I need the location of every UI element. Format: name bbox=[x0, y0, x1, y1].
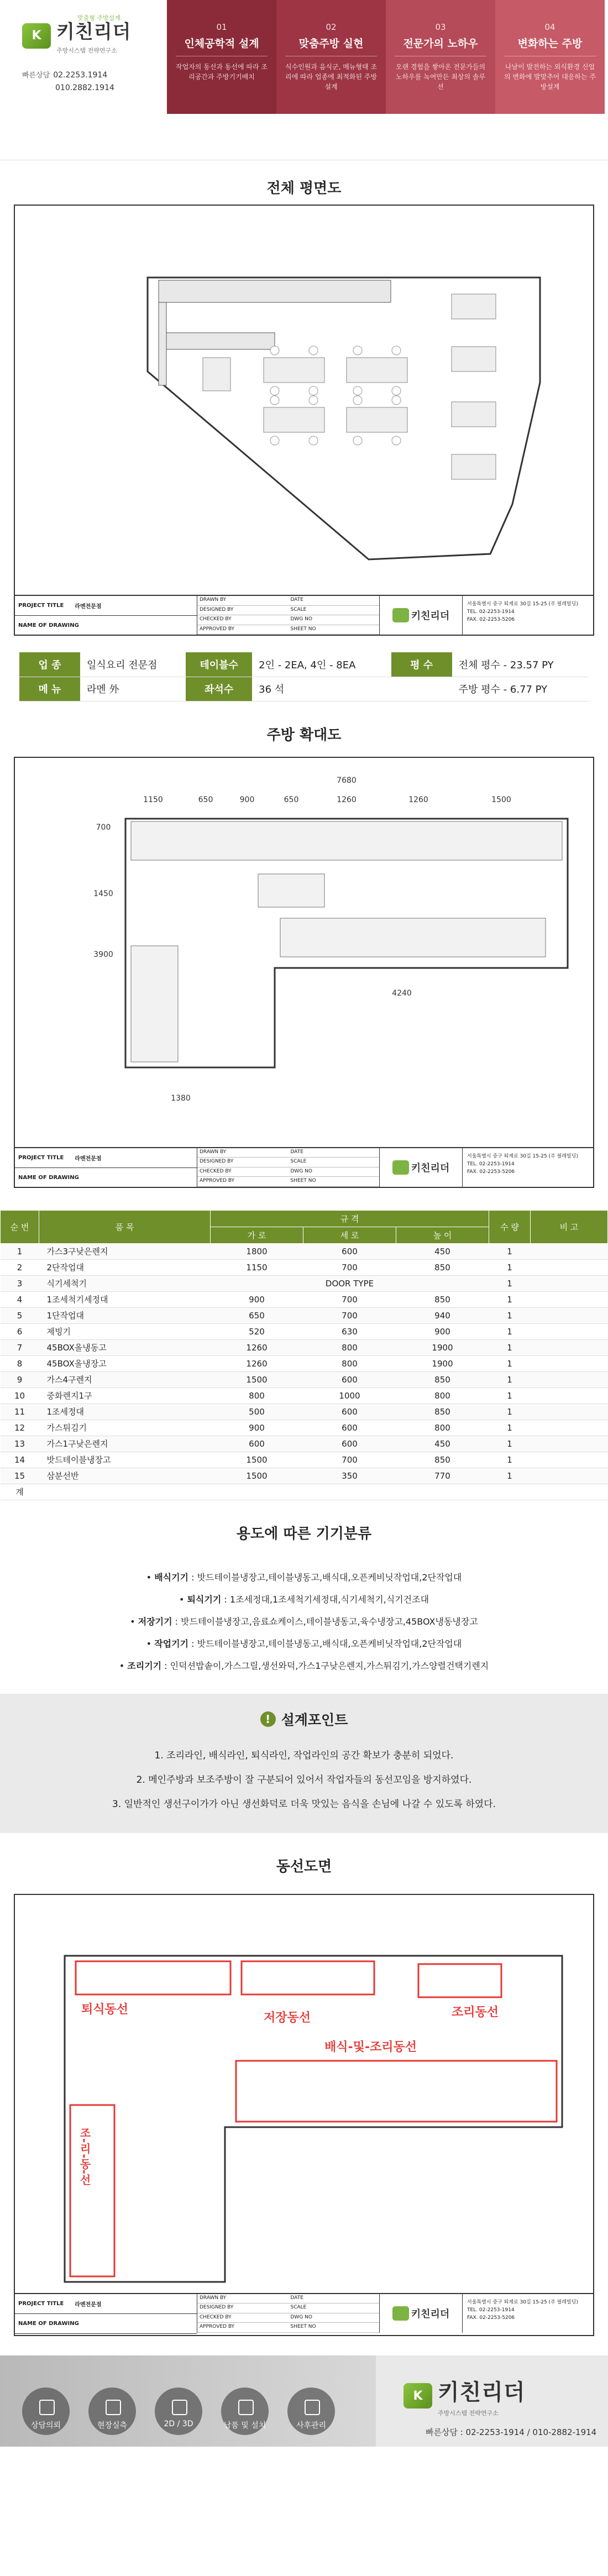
logo-icon bbox=[392, 608, 409, 622]
feature-num: 01 bbox=[216, 22, 227, 32]
kitchen-titleblock bbox=[15, 1147, 593, 1187]
feature-title: 변화하는 주방 bbox=[504, 35, 596, 56]
footer bbox=[0, 2355, 608, 2447]
cell-h: 940 bbox=[396, 1307, 489, 1323]
cell-qty: 1 bbox=[489, 1468, 531, 1484]
cell-d: 700 bbox=[303, 1259, 396, 1275]
tb-row: CHECKED BY bbox=[197, 1167, 289, 1177]
cell-note bbox=[531, 1436, 608, 1452]
cell-qty: 1 bbox=[489, 1404, 531, 1420]
cell-note bbox=[531, 1339, 608, 1355]
tb-fax: FAX. 02-2253-5206 bbox=[467, 617, 515, 622]
tb-row: SCALE bbox=[289, 2303, 380, 2313]
cell-w: 1500 bbox=[211, 1371, 303, 1388]
class-item: • 조리기기 : 인덕션밥솥이,가스그릴,생선와덕,가스1구낮은렌지,가스튀김기,가스양렬건택기렌지 bbox=[119, 1660, 489, 1671]
design-icon[interactable]: 2D / 3D bbox=[155, 2387, 202, 2435]
cell-name: 1조세척기세정대 bbox=[39, 1291, 211, 1307]
tb-row: DRAWN BY bbox=[197, 1148, 289, 1158]
class-label: 조리기기 bbox=[127, 1660, 162, 1671]
flow-label-serve: 배식-및-조리동선 bbox=[324, 2040, 417, 2054]
cell-name: 밧드테이블냉장고 bbox=[39, 1452, 211, 1468]
table-row bbox=[1, 1355, 608, 1371]
cell-d: 800 bbox=[303, 1339, 396, 1355]
flow-label-storage: 저장동선 bbox=[264, 2010, 311, 2025]
table-row bbox=[1, 1404, 608, 1420]
flow-label-cook: 조리동선 bbox=[452, 2005, 499, 2019]
class-items: 밧드테이블냉장고,음료쇼케이스,테이블냉동고,육수냉장고,45BOX냉동냉장고 bbox=[181, 1616, 478, 1627]
tb-row: DRAWN BY bbox=[197, 2294, 289, 2304]
cell-name: 1조세정대 bbox=[39, 1404, 211, 1420]
tb-logo-text: 키친리더 bbox=[411, 1162, 450, 1174]
point-item: 3. 일반적인 생선구이가가 아닌 생선화덕로 더욱 맛있는 음식을 손님에 나갈 수 있도록 하였다. bbox=[112, 1798, 496, 1810]
table-row bbox=[1, 1420, 608, 1436]
info-value: 라멘 外 bbox=[80, 677, 186, 701]
feature-desc: 식수인원과 음식군, 메뉴형태 조리에 따라 업종에 최적화된 주방설계 bbox=[285, 63, 377, 91]
cell-w: 800 bbox=[211, 1388, 303, 1404]
class-label: 저장기기 bbox=[138, 1616, 172, 1627]
info-value: 전체 평수 - 23.57 PY bbox=[452, 652, 589, 677]
tb-fax: FAX. 02-2253-5206 bbox=[467, 2315, 515, 2321]
class-item: • 배식기기 : 밧드테이블냉장고,테이블냉동고,배식대,오픈케비닛작업대,2단작업대 bbox=[146, 1572, 462, 1583]
cell-note bbox=[531, 1484, 608, 1500]
feature-card bbox=[167, 0, 276, 114]
info-value: 주방 평수 - 6.77 PY bbox=[452, 677, 589, 701]
cell-d: 630 bbox=[303, 1323, 396, 1339]
info-key: 평 수 bbox=[391, 652, 452, 677]
cell-w: 900 bbox=[211, 1420, 303, 1436]
kitchen-zoom-drawing bbox=[14, 757, 594, 1188]
cell-d: 700 bbox=[303, 1291, 396, 1307]
dim: 1260 bbox=[408, 795, 428, 804]
dim: 1450 bbox=[93, 889, 113, 898]
cell-no: 9 bbox=[1, 1371, 39, 1388]
table-row bbox=[1, 1484, 608, 1500]
cell-note bbox=[531, 1468, 608, 1484]
equipment-body bbox=[1, 1243, 608, 1500]
dim-bottom-total: 4240 bbox=[392, 988, 412, 998]
cell-h: 770 bbox=[396, 1468, 489, 1484]
tb-project-value: 라멘전문점 bbox=[75, 604, 102, 610]
cell-name: 45BOX올냉동고 bbox=[39, 1339, 211, 1355]
dim: 700 bbox=[96, 823, 111, 832]
info-key: 메 뉴 bbox=[19, 677, 80, 701]
tb-tel: TEL. 02-2253-1914 bbox=[467, 1161, 515, 1167]
cell-h bbox=[396, 1484, 489, 1500]
class-label: 작업기기 bbox=[154, 1638, 189, 1649]
tb-address: 서울특별시 중구 퇴계로 30길 15-25 (주 필레빌딩) bbox=[467, 2299, 578, 2305]
logo-icon bbox=[392, 2306, 409, 2321]
col-size: 규 격 bbox=[211, 1210, 489, 1227]
floor-plan-drawing bbox=[14, 205, 594, 636]
cell-qty: 1 bbox=[489, 1355, 531, 1371]
cell-d bbox=[303, 1484, 396, 1500]
install-icon[interactable]: 납품 및 설치 bbox=[221, 2387, 269, 2435]
cell-d: 700 bbox=[303, 1452, 396, 1468]
process-icons bbox=[0, 2355, 376, 2447]
cell-w: 1800 bbox=[211, 1243, 303, 1259]
cell-w: 900 bbox=[211, 1291, 303, 1307]
class-items: 밧드테이블냉장고,테이블냉동고,배식대,오픈케비닛작업대,2단작업대 bbox=[197, 1638, 462, 1649]
cell-name: 식기세척기 bbox=[39, 1275, 211, 1291]
feature-desc: 오랜 경험을 쌓아온 전문가들의 노하우를 녹여만든 최상의 솔루션 bbox=[395, 63, 486, 91]
footer-brand-sub: 주방시스템 전략연구소 bbox=[438, 2409, 499, 2417]
col-w: 가 로 bbox=[211, 1227, 303, 1243]
info-key: 업 종 bbox=[19, 652, 80, 677]
flow-svg bbox=[15, 1895, 593, 2293]
info-value: 36 석 bbox=[252, 677, 391, 701]
brand-block bbox=[22, 14, 166, 94]
cell-note bbox=[531, 1371, 608, 1388]
tb-row: DATE bbox=[289, 1148, 380, 1158]
cell-no: 10 bbox=[1, 1388, 39, 1404]
flow-label-exit: 퇴식동선 bbox=[81, 2002, 129, 2017]
tb-row: DRAWN BY bbox=[197, 596, 289, 606]
contact-label: 빠른상담 bbox=[22, 71, 50, 80]
table-row bbox=[1, 1452, 608, 1468]
cell-no: 11 bbox=[1, 1404, 39, 1420]
table-row bbox=[1, 1388, 608, 1404]
classification-title: 용도에 따른 기기분류 bbox=[236, 1525, 372, 1542]
cell-name: 가스4구렌지 bbox=[39, 1371, 211, 1388]
cell-qty: 1 bbox=[489, 1436, 531, 1452]
tb-tel: TEL. 02-2253-1914 bbox=[467, 2307, 515, 2313]
tb-row: DATE bbox=[289, 596, 380, 606]
cell-name: 2단작업대 bbox=[39, 1259, 211, 1275]
cell-w bbox=[211, 1484, 303, 1500]
col-no: 순 번 bbox=[1, 1210, 39, 1243]
table-row bbox=[1, 1468, 608, 1484]
cell-note bbox=[531, 1259, 608, 1275]
tb-fax: FAX. 02-2253-5206 bbox=[467, 1169, 515, 1175]
floor-plan-title: 전체 평면도 bbox=[266, 180, 342, 197]
contact-block bbox=[22, 69, 166, 94]
cell-note bbox=[531, 1355, 608, 1371]
cell-qty: 1 bbox=[489, 1259, 531, 1275]
feature-desc: 나날이 발전하는 외식환경 신업의 변화에 발맞추어 대응하는 주방설계 bbox=[504, 63, 596, 91]
feature-card bbox=[276, 0, 386, 114]
cell-h: 850 bbox=[396, 1291, 489, 1307]
flow-plan-drawing bbox=[14, 1894, 594, 2336]
feature-title: 전문가의 노하우 bbox=[395, 35, 486, 56]
tb-row: SCALE bbox=[289, 1158, 380, 1167]
cell-w: 1150 bbox=[211, 1259, 303, 1275]
design-points-heading: 설계포인트 bbox=[281, 1711, 348, 1728]
cell-no: 7 bbox=[1, 1339, 39, 1355]
cell-w: DOOR TYPE bbox=[211, 1275, 489, 1291]
cell-d: 800 bbox=[303, 1355, 396, 1371]
cell-no: 1 bbox=[1, 1243, 39, 1259]
flow-titleblock bbox=[15, 2293, 593, 2333]
table-row bbox=[1, 1291, 608, 1307]
tb-row: CHECKED BY bbox=[197, 2313, 289, 2323]
feature-title: 인체공학적 설계 bbox=[176, 35, 268, 56]
cell-w: 1500 bbox=[211, 1468, 303, 1484]
cell-no: 6 bbox=[1, 1323, 39, 1339]
class-item: • 작업기기 : 밧드테이블냉장고,테이블냉동고,배식대,오픈케비닛작업대,2단작업대 bbox=[146, 1638, 462, 1649]
tb-row: APPROVED BY bbox=[197, 1177, 289, 1187]
cell-no: 2 bbox=[1, 1259, 39, 1275]
tb-address: 서울특별시 중구 퇴계로 30길 15-25 (주 필레빌딩) bbox=[467, 601, 578, 607]
table-row bbox=[1, 1339, 608, 1355]
dim: 1260 bbox=[337, 795, 357, 804]
tb-row: SHEET NO bbox=[289, 625, 380, 635]
cell-h: 800 bbox=[396, 1388, 489, 1404]
cell-name: 가스1구낮은렌지 bbox=[39, 1436, 211, 1452]
cell-note bbox=[531, 1323, 608, 1339]
cell-h: 450 bbox=[396, 1436, 489, 1452]
cell-qty: 1 bbox=[489, 1275, 531, 1291]
brand-sub: 주방시스템 전략연구소 bbox=[56, 47, 117, 54]
table-row bbox=[1, 1259, 608, 1275]
info-key: 테이블수 bbox=[186, 652, 252, 677]
col-name: 품 목 bbox=[39, 1210, 211, 1243]
kitchen-svg bbox=[15, 758, 593, 1147]
logo-icon bbox=[392, 1160, 409, 1175]
tb-row: APPROVED BY bbox=[197, 2323, 289, 2333]
tb-row: DWG NO bbox=[289, 1167, 380, 1177]
design-points-title bbox=[0, 1709, 608, 1729]
cell-note bbox=[531, 1275, 608, 1291]
cell-h: 900 bbox=[396, 1323, 489, 1339]
phone-2[interactable]: 010.2882.1914 bbox=[55, 83, 114, 92]
equipment-table bbox=[0, 1210, 608, 1500]
cell-qty: 1 bbox=[489, 1307, 531, 1323]
cell-qty: 1 bbox=[489, 1420, 531, 1436]
feature-card bbox=[386, 0, 495, 114]
cell-name: 중화렌지1구 bbox=[39, 1388, 211, 1404]
cell-w: 520 bbox=[211, 1323, 303, 1339]
feature-desc: 작업자의 동선과 동선에 따라 조리공간과 주방기기배치 bbox=[176, 63, 268, 81]
dim: 3900 bbox=[93, 950, 113, 959]
cell-note bbox=[531, 1404, 608, 1420]
info-key: 좌석수 bbox=[186, 677, 252, 701]
cell-d: 600 bbox=[303, 1404, 396, 1420]
cell-d: 700 bbox=[303, 1307, 396, 1323]
tb-row: SHEET NO bbox=[289, 1177, 380, 1187]
brand-logo[interactable] bbox=[22, 14, 166, 55]
cell-note bbox=[531, 1291, 608, 1307]
footer-brand: 키친리더 bbox=[438, 2379, 526, 2405]
cell-name: 삼분선반 bbox=[39, 1468, 211, 1484]
col-note: 비 고 bbox=[531, 1210, 608, 1243]
cell-w: 1500 bbox=[211, 1452, 303, 1468]
info-table bbox=[19, 652, 589, 701]
tb-logo-text: 키친리더 bbox=[411, 2308, 450, 2320]
flow-label-cook2: 조-리-동-선 bbox=[78, 2127, 91, 2185]
dim: 1380 bbox=[171, 1093, 191, 1103]
table-row bbox=[1, 1371, 608, 1388]
cell-h: 850 bbox=[396, 1259, 489, 1275]
cell-note bbox=[531, 1420, 608, 1436]
cell-qty: 1 bbox=[489, 1452, 531, 1468]
feature-num: 02 bbox=[326, 22, 337, 32]
tb-logo-text: 키친리더 bbox=[411, 610, 450, 622]
feature-num: 03 bbox=[435, 22, 446, 32]
cell-h: 850 bbox=[396, 1452, 489, 1468]
cell-qty: 1 bbox=[489, 1291, 531, 1307]
point-item: 2. 메인주방과 보조주방이 잘 구분되어 있어서 작업자들의 동선꼬임을 방지하였다. bbox=[136, 1774, 472, 1786]
cell-name: 45BOX올냉장고 bbox=[39, 1355, 211, 1371]
feature-card bbox=[495, 0, 605, 114]
dim-total: 7680 bbox=[337, 776, 357, 785]
footer-logo[interactable] bbox=[403, 2375, 526, 2417]
table-row bbox=[1, 1323, 608, 1339]
cell-name: 가스3구낮은렌지 bbox=[39, 1243, 211, 1259]
feature-title: 맞춤주방 실현 bbox=[285, 35, 377, 56]
tb-project-value: 라멘전문점 bbox=[75, 1155, 102, 1162]
table-row bbox=[1, 1243, 608, 1259]
cell-h: 1900 bbox=[396, 1355, 489, 1371]
class-items: 밧드테이블냉장고,테이블냉동고,배식대,오픈케비닛작업대,2단작업대 bbox=[197, 1572, 462, 1583]
cell-w: 1260 bbox=[211, 1339, 303, 1355]
cell-no: 계 bbox=[1, 1484, 39, 1500]
tb-row: APPROVED BY bbox=[197, 625, 289, 635]
class-items: 인덕션밥솥이,가스그릴,생선와덕,가스1구낮은렌지,가스튀김기,가스양렬건택기렌지 bbox=[170, 1660, 489, 1671]
cell-w: 650 bbox=[211, 1307, 303, 1323]
cell-note bbox=[531, 1307, 608, 1323]
cell-name: 제빙기 bbox=[39, 1323, 211, 1339]
cell-h: 450 bbox=[396, 1243, 489, 1259]
cell-qty: 1 bbox=[489, 1388, 531, 1404]
feature-strip bbox=[167, 0, 605, 114]
cell-qty bbox=[489, 1484, 531, 1500]
tb-row: DESIGNED BY bbox=[197, 606, 289, 616]
kitchen-zoom-title: 주방 확대도 bbox=[266, 726, 342, 744]
col-d: 세 로 bbox=[303, 1227, 396, 1243]
tb-logo bbox=[380, 1148, 463, 1187]
tb-row: SHEET NO bbox=[289, 2323, 380, 2333]
feature-num: 04 bbox=[544, 22, 555, 32]
cell-qty: 1 bbox=[489, 1339, 531, 1355]
col-qty: 수 량 bbox=[489, 1210, 531, 1243]
cell-d: 600 bbox=[303, 1436, 396, 1452]
tb-drawing-label: NAME OF DRAWING bbox=[15, 1168, 197, 1188]
consult-icon[interactable]: 상담의뢰 bbox=[22, 2387, 70, 2435]
tb-drawing-label: NAME OF DRAWING bbox=[15, 616, 197, 636]
tb-address: 서울특별시 중구 퇴계로 30길 15-25 (주 필레빌딩) bbox=[467, 1153, 578, 1159]
cell-name: 1단작업대 bbox=[39, 1307, 211, 1323]
tb-row: DESIGNED BY bbox=[197, 1158, 289, 1167]
tb-row: DATE bbox=[289, 2294, 380, 2304]
cell-h: 1900 bbox=[396, 1339, 489, 1355]
cell-no: 14 bbox=[1, 1452, 39, 1468]
point-item: 1. 조리라인, 배식라인, 퇴식라인, 작업라인의 공간 확보가 충분히 되었다. bbox=[154, 1750, 454, 1761]
aftercare-icon[interactable]: 사후관리 bbox=[287, 2387, 335, 2435]
cell-w: 600 bbox=[211, 1436, 303, 1452]
cell-h: 800 bbox=[396, 1420, 489, 1436]
cell-d: 600 bbox=[303, 1420, 396, 1436]
cell-qty: 1 bbox=[489, 1323, 531, 1339]
dim: 1150 bbox=[143, 795, 163, 804]
cell-d: 600 bbox=[303, 1371, 396, 1388]
cell-no: 8 bbox=[1, 1355, 39, 1371]
tb-project-label: PROJECT TITLE bbox=[18, 2300, 64, 2307]
cell-no: 3 bbox=[1, 1275, 39, 1291]
cell-note bbox=[531, 1388, 608, 1404]
cell-no: 5 bbox=[1, 1307, 39, 1323]
table-row bbox=[1, 1436, 608, 1452]
design-points bbox=[0, 1694, 608, 1833]
cell-no: 15 bbox=[1, 1468, 39, 1484]
tb-row: DESIGNED BY bbox=[197, 2303, 289, 2313]
flow-plan-title: 동선도면 bbox=[276, 1858, 332, 1875]
tb-row: CHECKED BY bbox=[197, 615, 289, 625]
tb-tel: TEL. 02-2253-1914 bbox=[467, 609, 515, 615]
phone-1[interactable]: 02.2253.1914 bbox=[53, 71, 108, 80]
brand-name: 키친리더 bbox=[56, 21, 132, 43]
cell-qty: 1 bbox=[489, 1371, 531, 1388]
col-h: 높 이 bbox=[396, 1227, 489, 1243]
cell-d: 1000 bbox=[303, 1388, 396, 1404]
tb-logo bbox=[380, 596, 463, 635]
tb-logo bbox=[380, 2294, 463, 2333]
classification-list bbox=[0, 1567, 608, 1677]
header bbox=[0, 0, 608, 160]
cell-name: 가스튀김기 bbox=[39, 1420, 211, 1436]
class-item: • 퇴식기기 : 1조세정대,1조세척기세정대,식기세척기,식기건조대 bbox=[179, 1594, 429, 1605]
logo-icon: K bbox=[403, 2383, 432, 2409]
tb-row: SCALE bbox=[289, 606, 380, 616]
class-label: 퇴식기기 bbox=[187, 1594, 222, 1605]
class-item: • 저장기기 : 밧드테이블냉장고,음료쇼케이스,테이블냉동고,육수냉장고,45BOX냉동냉장고 bbox=[130, 1616, 478, 1627]
tb-project-label: PROJECT TITLE bbox=[18, 1154, 64, 1161]
tb-project-label: PROJECT TITLE bbox=[18, 603, 64, 609]
exclamation-icon: ! bbox=[260, 1711, 276, 1727]
cell-note bbox=[531, 1243, 608, 1259]
floor-plan-svg bbox=[15, 206, 593, 595]
tb-project-value: 라멘전문점 bbox=[75, 2301, 102, 2308]
logo-icon: K bbox=[22, 23, 51, 49]
cell-d: 350 bbox=[303, 1468, 396, 1484]
cell-name bbox=[39, 1484, 211, 1500]
cell-d: 600 bbox=[303, 1243, 396, 1259]
tb-row: DWG NO bbox=[289, 615, 380, 625]
cell-note bbox=[531, 1452, 608, 1468]
cell-no: 12 bbox=[1, 1420, 39, 1436]
tb-drawing-label: NAME OF DRAWING bbox=[15, 2314, 197, 2334]
brand-tagline: 맞춤형 주방설계 bbox=[77, 14, 120, 22]
tb-row: DWG NO bbox=[289, 2313, 380, 2323]
cell-no: 13 bbox=[1, 1436, 39, 1452]
cell-qty: 1 bbox=[489, 1243, 531, 1259]
info-value: 2인 - 2EA, 4인 - 8EA bbox=[252, 652, 391, 677]
cell-w: 1260 bbox=[211, 1355, 303, 1371]
info-value: 일식요리 전문점 bbox=[80, 652, 186, 677]
cell-w: 500 bbox=[211, 1404, 303, 1420]
dim: 650 bbox=[284, 795, 299, 804]
cell-no: 4 bbox=[1, 1291, 39, 1307]
measure-icon[interactable]: 현장실측 bbox=[88, 2387, 136, 2435]
class-label: 배식기기 bbox=[154, 1572, 189, 1583]
footer-contact: 빠른상담 : 02-2253-1914 / 010-2882-1914 bbox=[426, 2427, 597, 2437]
dim: 900 bbox=[239, 795, 255, 804]
class-items: 1조세정대,1조세척기세정대,식기세척기,식기건조대 bbox=[229, 1594, 429, 1605]
dim: 650 bbox=[198, 795, 213, 804]
floor-plan-titleblock bbox=[15, 595, 593, 635]
cell-h: 850 bbox=[396, 1404, 489, 1420]
dim: 1500 bbox=[491, 795, 511, 804]
cell-h: 850 bbox=[396, 1371, 489, 1388]
table-row bbox=[1, 1275, 608, 1291]
table-row bbox=[1, 1307, 608, 1323]
